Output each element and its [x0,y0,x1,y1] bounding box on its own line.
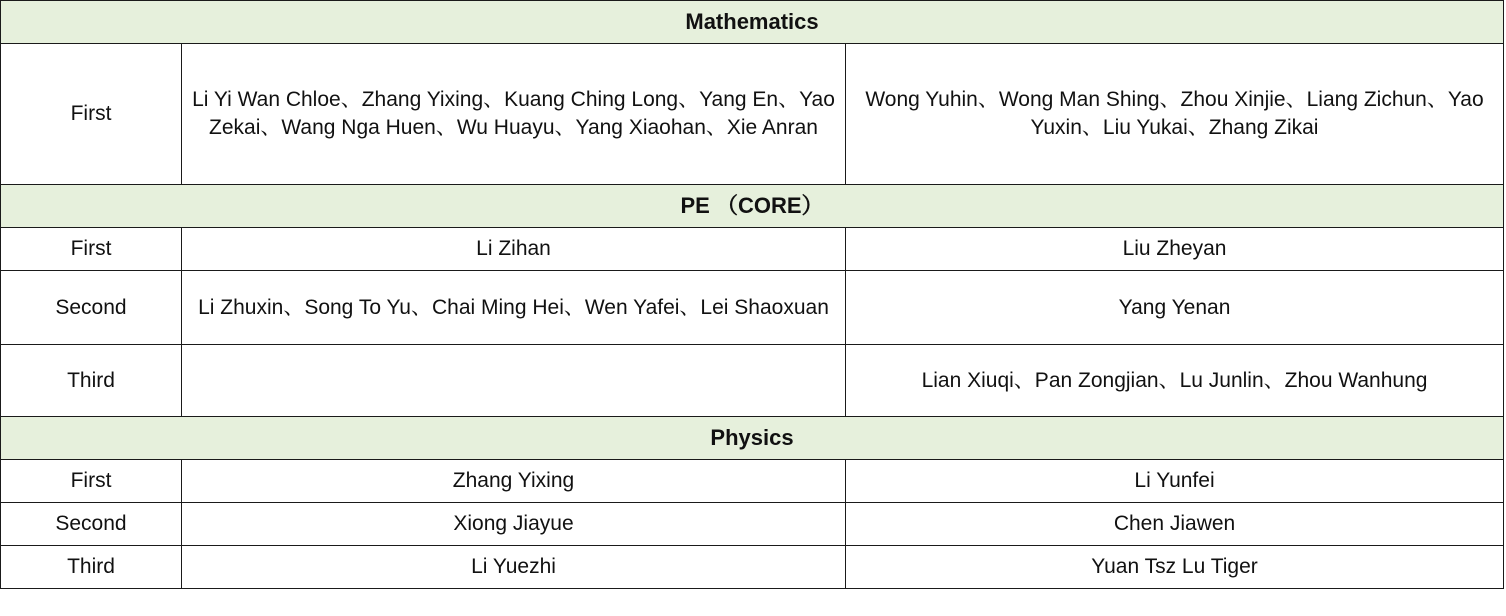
subject-row-mathematics [1,1,1504,44]
rank-cell: First [1,44,182,185]
table-row [1,503,1504,546]
winners-cell-left: Li Zihan [182,228,846,271]
table-row [1,271,1504,345]
winners-cell-left: Xiong Jiayue [182,503,846,546]
table-row [1,228,1504,271]
table-row [1,44,1504,185]
winners-cell-right: Yang Yenan [846,271,1504,345]
winners-cell-left: Zhang Yixing [182,460,846,503]
subject-header: Mathematics [1,1,1504,44]
rank-cell: Second [1,503,182,546]
rank-cell: Second [1,271,182,345]
subject-row-pe-core [1,185,1504,228]
table-row [1,546,1504,589]
subject-header: PE （CORE） [1,185,1504,228]
rank-cell: Third [1,345,182,417]
table-row [1,460,1504,503]
winners-cell-left: Li Yuezhi [182,546,846,589]
winners-cell-right: Chen Jiawen [846,503,1504,546]
rank-cell: First [1,228,182,271]
winners-cell-right: Yuan Tsz Lu Tiger [846,546,1504,589]
winners-cell-left: Li Yi Wan Chloe、Zhang Yixing、Kuang Ching Long、Yang En、Yao Zekai、Wang Nga Huen、Wu Huayu、Yang Xiaohan、Xie Anran [182,44,846,185]
subject-row-physics [1,417,1504,460]
subject-header: Physics [1,417,1504,460]
winners-cell-right: Li Yunfei [846,460,1504,503]
winners-cell-right: Lian Xiuqi、Pan Zongjian、Lu Junlin、Zhou Wanhung [846,345,1504,417]
rank-cell: First [1,460,182,503]
rank-cell: Third [1,546,182,589]
winners-cell-left: Li Zhuxin、Song To Yu、Chai Ming Hei、Wen Yafei、Lei Shaoxuan [182,271,846,345]
winners-cell-right: Wong Yuhin、Wong Man Shing、Zhou Xinjie、Liang Zichun、Yao Yuxin、Liu Yukai、Zhang Zikai [846,44,1504,185]
winners-cell-left [182,345,846,417]
table-row [1,345,1504,417]
winners-cell-right: Liu Zheyan [846,228,1504,271]
